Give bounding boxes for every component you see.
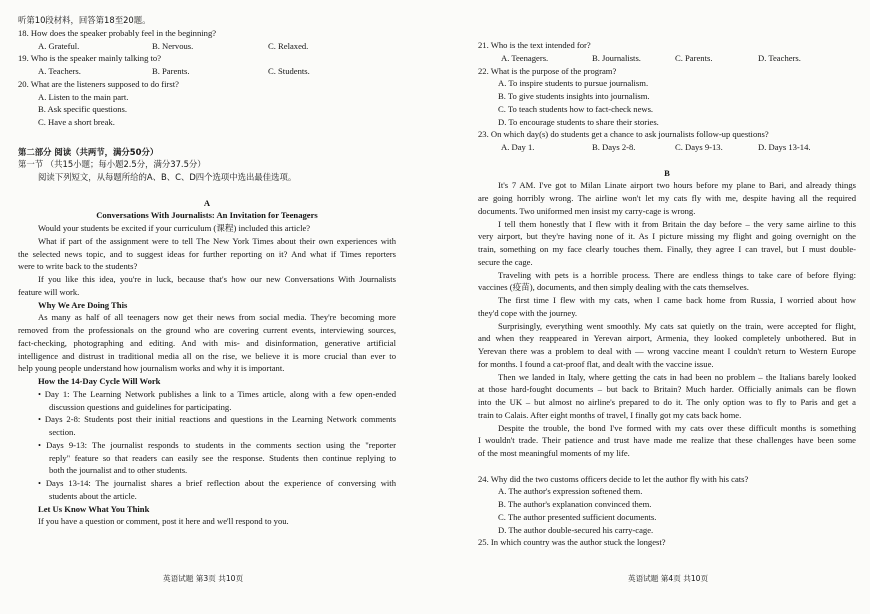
- question-stem: 22. What is the purpose of the program?: [478, 65, 617, 76]
- option-a[interactable]: A. Teenagers.: [501, 52, 549, 63]
- bullet-days-9-13: • Days 9-13: The journalist responds to students in the comments section using the "reporter reply" feature so that readers can easily see the response. Students then continue replying to both the journalist and to other students.: [38, 439, 396, 476]
- question-stem: 24. Why did the two customs officers decide to let the author fly with his cats?: [478, 473, 749, 484]
- paragraph: Despite the trouble, the bond I've formed with my cats over these difficult months is something I wouldn't trade. Their patience and trust have made me realize that these challenges have been some of the most meaningful moments of my life.: [478, 422, 856, 458]
- option-a[interactable]: A. Day 1.: [501, 142, 535, 152]
- options-row: [478, 141, 856, 154]
- option-b[interactable]: B. Parents.: [152, 66, 190, 76]
- bullet-days-2-8: • Days 2-8: Students post their initial reactions and questions in the Learning Network comments section.: [38, 414, 396, 437]
- option-d[interactable]: D. Teachers.: [758, 52, 801, 63]
- option-a[interactable]: A. Grateful.: [38, 40, 80, 51]
- paragraph: Traveling with pets is a horrible process. There are endless things to take care of before flying: vaccines (疫苗), documents, and then simply dealing with the cats themselves.: [478, 269, 856, 293]
- question-stem: 19. Who is the speaker mainly talking to?: [18, 53, 162, 64]
- section-1-title: 第一节 （共15小题；每小题2.5分，满分37.5分）: [18, 159, 206, 170]
- bullet-days-13-14: • Days 13-14: The journalist shares a brief reflection about the experience of conversing with students about the article.: [38, 478, 396, 501]
- right-page: [478, 39, 856, 549]
- option-b[interactable]: B. To give students insights into journalism.: [498, 91, 650, 101]
- option-a[interactable]: A. To inspire students to pursue journalism.: [498, 78, 649, 89]
- page-footer-left: 英语试题 第3页 共10页: [163, 574, 244, 583]
- question-stem: 20. What are the listeners supposed to do first?: [18, 78, 179, 89]
- left-page: [18, 14, 396, 528]
- question-23: [478, 128, 856, 154]
- question-stem: 18. How does the speaker probably feel in the beginning?: [18, 27, 217, 38]
- passage-title: Conversations With Journalists: An Invitation for Teenagers: [96, 210, 318, 221]
- passage-letter: B: [664, 167, 670, 178]
- paragraph: If you have a question or comment, post it here and we'll respond to you.: [38, 516, 289, 527]
- question-20: [18, 78, 396, 129]
- option-c[interactable]: C. The author presented sufficient documents.: [498, 511, 657, 522]
- option-b[interactable]: B. Ask specific questions.: [38, 104, 128, 115]
- paragraph: Then we landed in Italy, where getting the cats in had been no problem – the Italians barely looked at those hard-fought documents – but back to Britain? Much harder. Officially animals can be flown into the UK – but almost no airline's prepared to do it. The only option was to fly to Paris and get a train to Calais. After eight months of travel, I finally got my cats back home.: [478, 371, 856, 420]
- part-2-title: 第二部分 阅读（共两节，满分50分）: [18, 146, 159, 157]
- question-21: [478, 39, 856, 65]
- options-row: [478, 52, 856, 65]
- option-d[interactable]: D. Days 13-14.: [758, 142, 811, 152]
- question-18: [18, 27, 396, 53]
- option-c[interactable]: C. Relaxed.: [268, 40, 309, 51]
- option-c[interactable]: C. Students.: [268, 66, 310, 76]
- question-22: [478, 65, 856, 129]
- options-row: [18, 65, 396, 78]
- option-c[interactable]: C. To teach students how to fact-check news.: [498, 103, 654, 114]
- option-c[interactable]: C. Days 9-13.: [675, 142, 723, 152]
- option-b[interactable]: B. The author's explanation convinced them.: [498, 499, 652, 509]
- option-a[interactable]: A. The author's expression softened them.: [498, 486, 643, 497]
- page-footer-right: 英语试题 第4页 共10页: [628, 574, 709, 583]
- option-d[interactable]: D. The author double-secured his carry-cage.: [498, 524, 654, 535]
- heading-why: Why We Are Doing This: [38, 299, 128, 310]
- option-b[interactable]: B. Nervous.: [152, 40, 194, 51]
- question-19: [18, 52, 396, 78]
- listening-intro: 听第10段材料，回答第18至20题。: [18, 15, 151, 25]
- heading-how: How the 14-Day Cycle Will Work: [38, 376, 161, 386]
- paragraph: It's 7 AM. I've got to Milan Linate airport two hours before my plane to Bari, and already things are going horribly wrong. The airline won't let my cats fly with me, despite having all the required documents. Two uniformed men insist my carry-cage is wrong.: [478, 180, 856, 216]
- bullet-day-1: • Day 1: The Learning Network publishes a link to a Times article, along with a few open-ended discussion questions and guidelines for participating.: [38, 388, 396, 412]
- paragraph: If you like this idea, you're in luck, because that's how our new Conversations With Journalists feature will work.: [18, 274, 396, 297]
- question-stem: 25. In which country was the author stuck the longest?: [478, 537, 666, 548]
- paragraph: The first time I flew with my cats, when I came back home from Russia, I worried about how they'd cope with the journey.: [478, 295, 856, 318]
- paragraph: Surprisingly, everything went smoothly. My cats sat quietly on the train, were accepted for flight, and when they reappeared in Yerevan airport, Armenia, they looked completely unbothered. But in Yerevan there was a problem to deal with — wrong vaccine meant I couldn't return to Western Europe for months. I found a cat-proof flat, and dealt with the vaccine issue.: [478, 320, 856, 369]
- paragraph: Would your students be excited if your curriculum (课程) included this article?: [38, 223, 311, 233]
- question-25: [478, 536, 856, 549]
- paragraph: As many as half of all teenagers now get their news from social media. They're becoming more removed from the professionals on the ground who are covering current events, interviewing sources, fact-checking, photographing and editing. And with mis- and disinformation, generative artificial intelligence and distrust in traditional media all on the rise, we believe it is more crucial than ever to help young people understand how journalism works and why it is important.: [18, 312, 396, 374]
- option-c[interactable]: C. Have a short break.: [38, 117, 115, 127]
- option-b[interactable]: B. Journalists.: [592, 52, 641, 63]
- option-d[interactable]: D. To encourage students to share their stories.: [498, 116, 659, 127]
- paragraph: I tell them honestly that I flew with it from Britain the day before – the very same airline to this very airport, but they're having none of it. As I picture missing my flight and going overnight on the train, something on my face clearly touches them. Finally, they agree I can travel, but I must double- secure the cage.: [478, 218, 856, 267]
- options-row: [18, 40, 396, 53]
- question-24: [478, 473, 856, 537]
- option-b[interactable]: B. Days 2-8.: [592, 142, 636, 152]
- question-stem: 23. On which day(s) do students get a chance to ask journalists follow-up questions?: [478, 129, 769, 140]
- option-c[interactable]: C. Parents.: [675, 52, 713, 63]
- paragraph: What if part of the assignment were to tell The New York Times about their own experiences with the selected news topic, and to suggest ideas for further reporting on it? And what if Times reporters were to write back to the students?: [18, 235, 396, 272]
- reading-instructions: 阅读下列短文，从每题所给的A、B、C、D四个选项中选出最佳选项。: [38, 172, 297, 182]
- question-stem: 21. Who is the text intended for?: [478, 40, 591, 50]
- option-a[interactable]: A. Listen to the main part.: [38, 91, 129, 102]
- heading-feedback: Let Us Know What You Think: [38, 503, 150, 514]
- option-a[interactable]: A. Teachers.: [38, 66, 81, 76]
- passage-letter: A: [203, 197, 211, 208]
